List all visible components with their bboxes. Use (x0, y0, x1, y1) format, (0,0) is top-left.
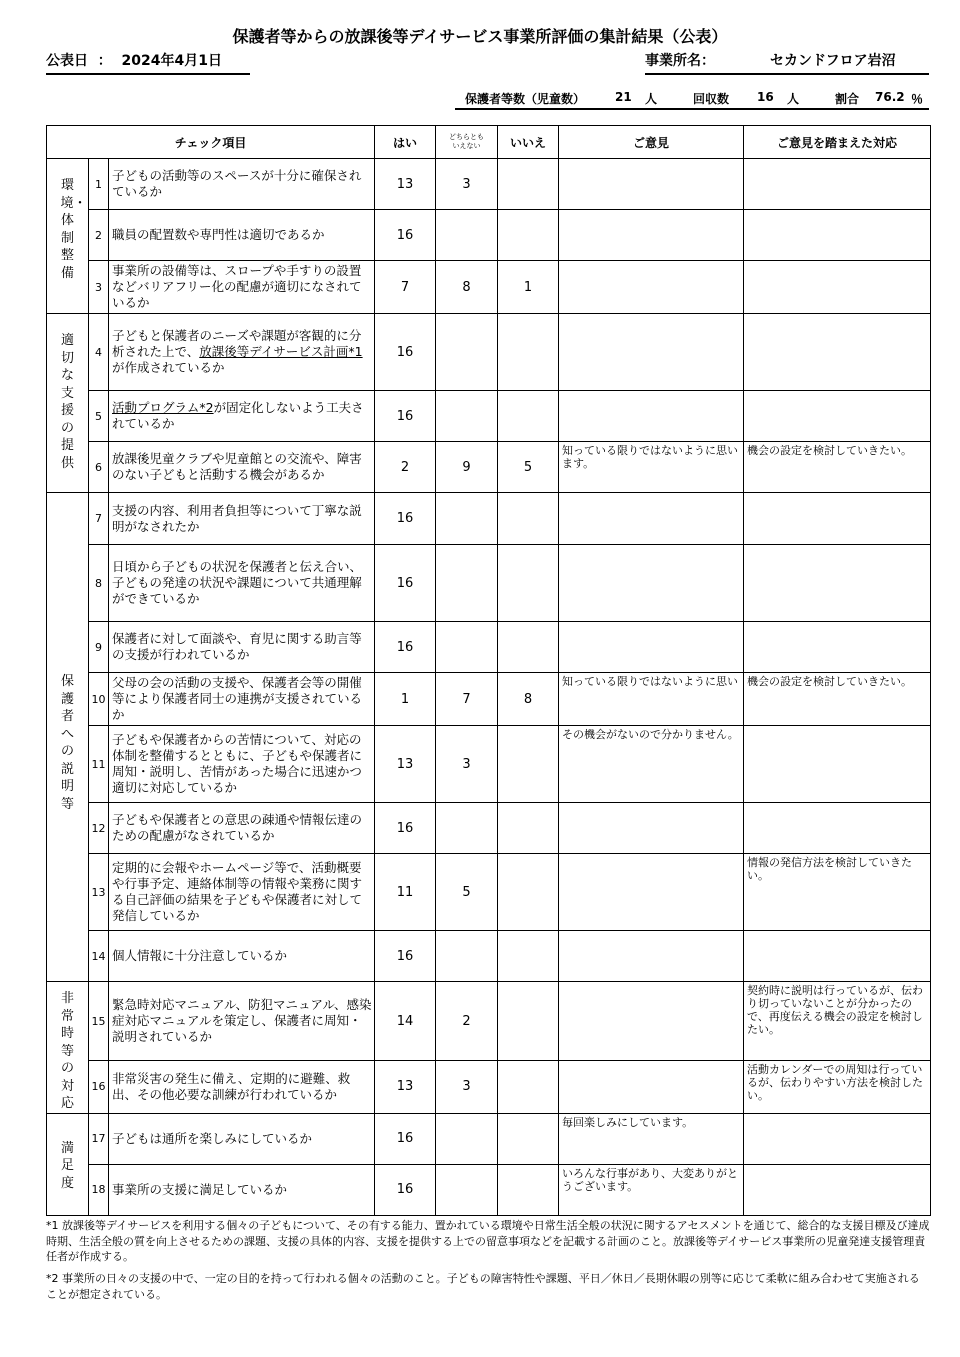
yes-count: 16 (375, 1164, 436, 1215)
check-item-text: 支援の内容、利用者負担等について丁寧な説明がなされたか (109, 493, 375, 545)
neither-count (436, 391, 498, 442)
table-row (47, 1164, 931, 1215)
no-count (498, 1164, 559, 1215)
neither-count (436, 314, 498, 391)
opinion-cell (559, 622, 744, 673)
yes-count: 16 (375, 1113, 436, 1164)
response-cell (744, 159, 931, 210)
table-row (47, 673, 931, 726)
header-check-item: チェック項目 (47, 126, 375, 159)
header-opinion: ご意見 (559, 126, 744, 159)
service-plan-term: 放課後等デイサービス計画*1 (199, 344, 363, 359)
yes-count: 16 (375, 803, 436, 854)
opinion-cell (559, 261, 744, 314)
response-cell (744, 314, 931, 391)
check-item-text: 事業所の設備等は、スロープや手すりの設置などバリアフリー化の配慮が適切になされているか (109, 261, 375, 314)
neither-count (436, 493, 498, 545)
page-title: 保護者等からの放課後等デイサービス事業所評価の集計結果（公表） (232, 27, 728, 46)
no-count (498, 982, 559, 1061)
publish-date-label: 公表日 (46, 53, 88, 69)
neither-count: 3 (436, 726, 498, 803)
header-yes: はい (375, 126, 436, 159)
yes-count: 16 (375, 622, 436, 673)
table-row (47, 314, 931, 391)
response-cell (744, 261, 931, 314)
neither-count (436, 803, 498, 854)
yes-count: 16 (375, 931, 436, 982)
yes-count: 2 (375, 442, 436, 493)
row-number: 14 (89, 931, 109, 982)
check-item-text: 日頃から子どもの状況を保護者と伝え合い、子どもの発達の状況や課題について共通理解ができているか (109, 545, 375, 622)
row-number: 11 (89, 726, 109, 803)
neither-count (436, 1113, 498, 1164)
check-item-text: 放課後児童クラブや児童館との交流や、障害のない子どもと活動する機会があるか (109, 442, 375, 493)
row-number: 4 (89, 314, 109, 391)
response-cell (744, 210, 931, 261)
no-count (498, 391, 559, 442)
yes-count: 7 (375, 261, 436, 314)
neither-count (436, 931, 498, 982)
response-cell (744, 622, 931, 673)
header-response: ご意見を踏まえた対応 (744, 126, 931, 159)
opinion-cell: 毎回楽しみにしています。 (559, 1113, 744, 1164)
opinion-cell (559, 159, 744, 210)
category-emergency: 非常時等の対応 (47, 982, 89, 1114)
neither-count: 7 (436, 673, 498, 726)
guardians-unit: 人 (645, 92, 658, 106)
yes-count: 13 (375, 1061, 436, 1113)
publish-date (46, 50, 250, 75)
guardians-value: 21 (615, 90, 632, 104)
response-cell (744, 931, 931, 982)
no-count: 8 (498, 673, 559, 726)
response-cell (744, 493, 931, 545)
check-item-text: 子どもと保護者のニーズや課題が客観的に分析された上で、放課後等デイサービス計画*1が作成されているか (109, 314, 375, 391)
row-number: 2 (89, 210, 109, 261)
neither-count: 5 (436, 854, 498, 931)
opinion-cell (559, 982, 744, 1061)
publish-date-sep: ： (97, 53, 112, 69)
yes-count: 13 (375, 159, 436, 210)
yes-count: 16 (375, 545, 436, 622)
activity-program-term: 活動プログラム*2 (112, 400, 214, 415)
check-item-text: 緊急時対応マニュアル、防犯マニュアル、感染症対応マニュアルを策定し、保護者に周知・説明されているか (109, 982, 375, 1061)
check-item-text: 子どもの活動等のスペースが十分に確保されているか (109, 159, 375, 210)
office-name (645, 50, 929, 75)
response-cell (744, 803, 931, 854)
opinion-cell: 知っている限りではないように思います。 (559, 442, 744, 493)
table-row (47, 442, 931, 493)
check-item-text: 活動プログラム*2が固定化しないよう工夫されているか (109, 391, 375, 442)
table-row (47, 1113, 931, 1164)
table-row (47, 391, 931, 442)
row-number: 1 (89, 159, 109, 210)
office-name-value: セカンドフロア岩沼 (770, 53, 896, 69)
opinion-cell (559, 854, 744, 931)
no-count (498, 622, 559, 673)
opinion-cell (559, 1061, 744, 1113)
yes-count: 16 (375, 210, 436, 261)
row-number: 16 (89, 1061, 109, 1113)
table-row (47, 545, 931, 622)
table-row (47, 803, 931, 854)
response-cell: 情報の発信方法を検討していきたい。 (744, 854, 931, 931)
opinion-cell (559, 391, 744, 442)
check-item-text: 事業所の支援に満足しているか (109, 1164, 375, 1215)
row-number: 15 (89, 982, 109, 1061)
ratio-unit: ％ (911, 92, 924, 106)
neither-count (436, 545, 498, 622)
yes-count: 14 (375, 982, 436, 1061)
no-count (498, 803, 559, 854)
no-count (498, 159, 559, 210)
check-item-text: 個人情報に十分注意しているか (109, 931, 375, 982)
ratio-label: 割合 (835, 92, 860, 106)
row-number: 12 (89, 803, 109, 854)
table-row (47, 982, 931, 1061)
response-cell: 契約時に説明は行っているが、伝わり切っていないことが分かったので、再度伝える機会の設定を検討したい。 (744, 982, 931, 1061)
response-cell: 機会の設定を検討していきたい。 (744, 442, 931, 493)
no-count (498, 545, 559, 622)
opinion-cell (559, 314, 744, 391)
response-cell: 機会の設定を検討していきたい。 (744, 673, 931, 726)
opinion-cell (559, 210, 744, 261)
table-row (47, 622, 931, 673)
row-number: 8 (89, 545, 109, 622)
yes-count: 16 (375, 493, 436, 545)
check-item-text: 定期的に会報やホームページ等で、活動概要や行事予定、連絡体制等の情報や業務に関する自己評価の結果を子どもや保護者に対して発信しているか (109, 854, 375, 931)
no-count (498, 1061, 559, 1113)
yes-count: 16 (375, 391, 436, 442)
no-count (498, 854, 559, 931)
row-number: 5 (89, 391, 109, 442)
collected-value: 16 (757, 90, 774, 104)
category-explanation: 保護者への説明等 (47, 493, 89, 982)
table-header-row (47, 126, 931, 159)
response-cell (744, 391, 931, 442)
check-item-text: 子どもや保護者との意思の疎通や情報伝達のための配慮がなされているか (109, 803, 375, 854)
neither-count: 9 (436, 442, 498, 493)
office-name-label: 事業所名： (645, 53, 715, 69)
opinion-cell (559, 545, 744, 622)
yes-count: 1 (375, 673, 436, 726)
row-number: 9 (89, 622, 109, 673)
check-item-text: 子どもは通所を楽しみにしているか (109, 1113, 375, 1164)
header-no: いいえ (498, 126, 559, 159)
guardians-label: 保護者等数（児童数） (465, 92, 586, 106)
neither-count (436, 210, 498, 261)
opinion-cell: いろんな行事があり、大変ありがとうございます。 (559, 1164, 744, 1215)
table-row (47, 854, 931, 931)
ratio-value: 76.2 (875, 90, 905, 104)
row-number: 17 (89, 1113, 109, 1164)
table-row (47, 159, 931, 210)
no-count (498, 493, 559, 545)
header-neither-line2: いえない (452, 142, 481, 150)
table-row (47, 261, 931, 314)
response-cell (744, 1113, 931, 1164)
table-row (47, 931, 931, 982)
collected-label: 回収数 (693, 92, 730, 106)
neither-count: 8 (436, 261, 498, 314)
collected-unit: 人 (787, 92, 800, 106)
table-row (47, 210, 931, 261)
neither-count: 3 (436, 159, 498, 210)
footnote-1: *1 放課後等デイサービスを利用する個々の子どもについて、その有する能力、置かれている環境や日常生活全般の状況に関するアセスメントを通じて、総合的な支援目標及び達成時期、生活全般の質を向上させるための課題、支援の具体的内容、支援を提供する上での留意事項などを記載する計画のこと。放課後等デイサービス事業所の児童発達支援管理責任者が作成する。 (46, 1219, 930, 1263)
neither-count: 3 (436, 1061, 498, 1113)
table-row (47, 493, 931, 545)
yes-count: 16 (375, 314, 436, 391)
no-count: 1 (498, 261, 559, 314)
response-cell: 活動カレンダーでの周知は行っているが、伝わりやすい方法を検討したい。 (744, 1061, 931, 1113)
no-count (498, 314, 559, 391)
header-neither-line1: どちらとも (449, 133, 485, 141)
footnote-2: *2 事業所の日々の支援の中で、一定の目的を持って行われる個々の活動のこと。子どもの障害特性や課題、平日／休日／長期休暇の別等に応じて柔軟に組み合わせて実施されることが想定されている。 (46, 1272, 920, 1301)
check-item-text: 非常災害の発生に備え、定期的に避難、救出、その他必要な訓練が行われているか (109, 1061, 375, 1113)
opinion-cell (559, 803, 744, 854)
check-item-text: 職員の配置数や専門性は適切であるか (109, 210, 375, 261)
response-stats (455, 90, 929, 110)
no-count: 5 (498, 442, 559, 493)
row-number: 18 (89, 1164, 109, 1215)
opinion-cell: その機会がないので分かりません。 (559, 726, 744, 803)
row-number: 3 (89, 261, 109, 314)
row-number: 6 (89, 442, 109, 493)
evaluation-table (46, 125, 931, 1216)
response-cell (744, 545, 931, 622)
no-count (498, 1113, 559, 1164)
neither-count (436, 622, 498, 673)
category-support: 適切な支援の提供 (47, 314, 89, 493)
category-satisfaction: 満足度 (47, 1113, 89, 1215)
row-number: 13 (89, 854, 109, 931)
table-row (47, 1061, 931, 1113)
no-count (498, 931, 559, 982)
category-environment: 環境・体制整備 (47, 159, 89, 314)
neither-count: 2 (436, 982, 498, 1061)
response-cell (744, 1164, 931, 1215)
opinion-cell: 知っている限りではないように思い (559, 673, 744, 726)
opinion-cell (559, 931, 744, 982)
table-row (47, 726, 931, 803)
opinion-cell (559, 493, 744, 545)
row-number: 7 (89, 493, 109, 545)
check-item-text: 保護者に対して面談や、育児に関する助言等の支援が行われているか (109, 622, 375, 673)
no-count (498, 210, 559, 261)
neither-count (436, 1164, 498, 1215)
publish-date-value: 2024年4月1日 (121, 53, 222, 69)
response-cell (744, 726, 931, 803)
header-neither (436, 126, 498, 159)
yes-count: 11 (375, 854, 436, 931)
check-item-text: 父母の会の活動の支援や、保護者会等の開催等により保護者同士の連携が支援されているか (109, 673, 375, 726)
row-number: 10 (89, 673, 109, 726)
yes-count: 13 (375, 726, 436, 803)
check-item-text: 子どもや保護者からの苦情について、対応の体制を整備するとともに、子どもや保護者に周知・説明し、苦情があった場合に迅速かつ適切に対応しているか (109, 726, 375, 803)
no-count (498, 726, 559, 803)
